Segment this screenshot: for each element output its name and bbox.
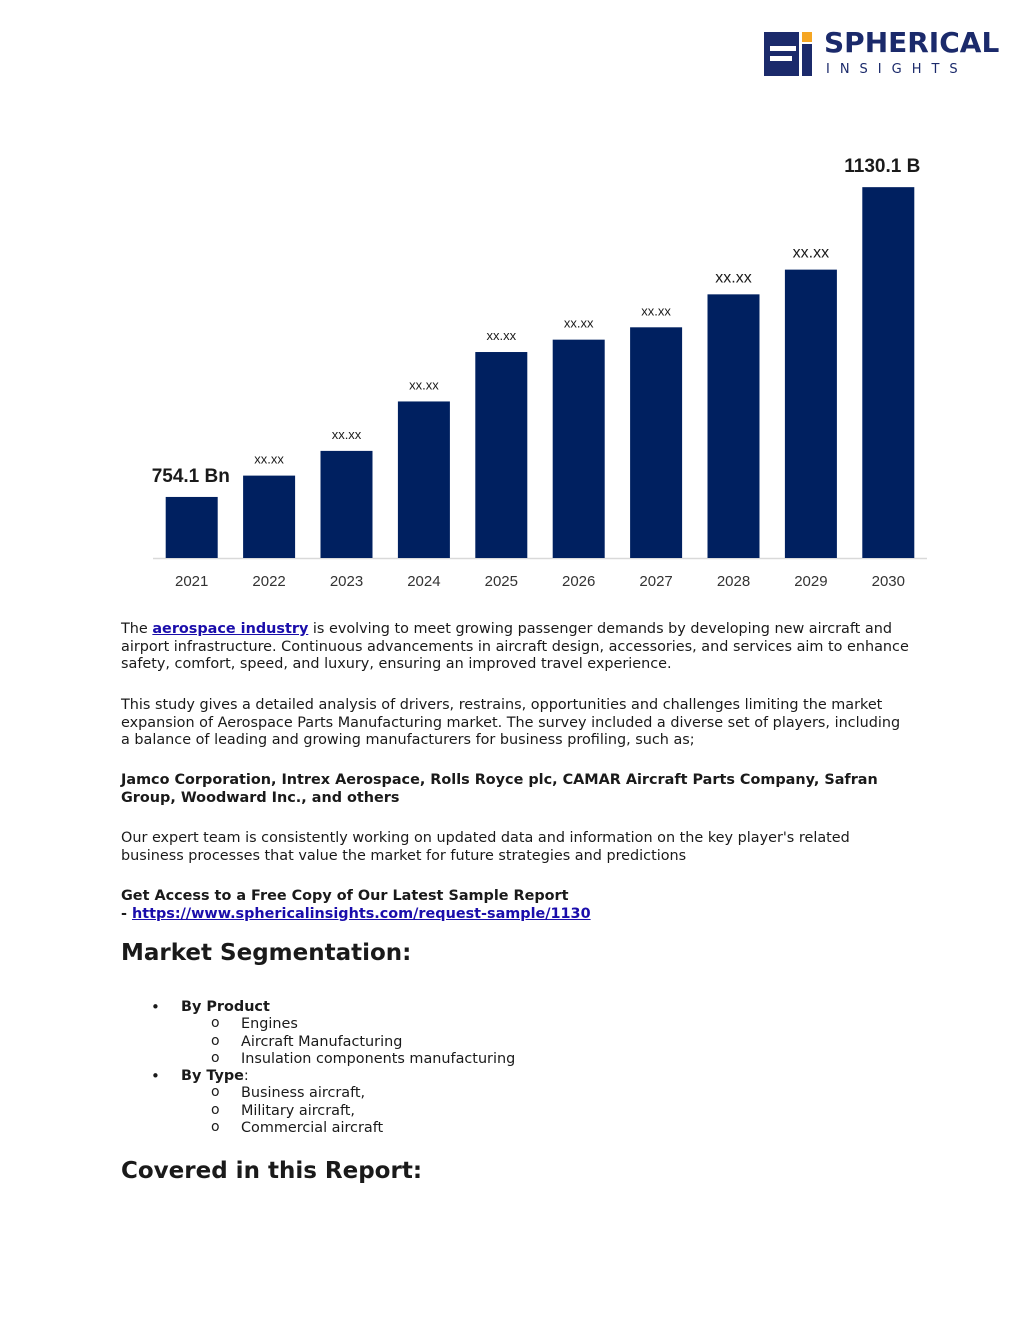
segment-subitem-label: Engines [241,1016,298,1033]
spherical-insights-logo [764,26,1000,80]
bar-data-label: 1130.1 B [844,156,921,178]
segment-item [121,999,821,1016]
bar-data-label: xx.xx [409,377,439,393]
x-tick-label: 2023 [329,573,364,590]
x-tick-label: 2021 [175,573,209,590]
segment-subitem [121,1120,821,1137]
segment-label: By Type: [181,1068,249,1085]
segment-subitem [121,1034,821,1051]
sub-bullet-icon: o [211,1049,220,1066]
bar-data-label: xx.xx [254,451,284,467]
segment-subitem-label: Commercial aircraft [241,1120,384,1137]
sub-bullet-icon: o [211,1084,220,1101]
intro-suffix: is evolving to meet growing passenger demands by developing new aircraft and airport infrastructure. Continuous advancements in aircraft design, accessories, and services aim to enhance safety, comfort, speed, and luxury, ensuring an improved travel experience. [121,621,909,672]
expert-team-paragraph: Our expert team is consistently working on updated data and information on the key player's related business processes that value the market for future strategies and predictions [121,830,850,864]
intro-prefix: The [121,621,153,637]
x-tick-label: 2030 [871,573,905,590]
sub-bullet-icon: o [211,1015,220,1032]
bar-data-label: xx.xx [563,315,594,331]
segment-label: By Product [181,999,270,1015]
sub-bullet-icon: o [211,1101,220,1118]
segment-subitem-label: Aircraft Manufacturing [241,1033,403,1050]
logo-word-insights: INSIGHTS [826,62,968,77]
x-tick-label: 2022 [252,573,286,590]
bar-2023 [321,451,373,558]
bar-data-label: 754.1 Bn [151,465,230,487]
covered-in-report-heading: Covered in this Report: [121,1158,423,1184]
market-size-bar-chart [140,135,940,605]
segment-subitem-label: Insulation components manufacturing [241,1050,516,1067]
x-tick-label: 2024 [407,573,441,590]
sub-bullet-icon: o [211,1032,220,1049]
segmentation-list [121,999,821,1137]
bar-data-label: xx.xx [792,244,830,262]
sample-report-link[interactable]: https://www.sphericalinsights.com/request-sample/1130 [131,905,591,922]
bar-data-label: xx.xx [486,328,517,344]
bar-2026 [553,340,605,558]
logo-word-spherical: SPHERICAL [824,26,1000,59]
bullet-icon: • [151,1067,160,1086]
x-tick-label: 2025 [484,573,518,590]
bar-2025 [475,352,527,558]
bar-2027 [630,327,682,558]
x-tick-label: 2029 [794,573,828,590]
key-players-paragraph: Jamco Corporation, Intrex Aerospace, Rolls Royce plc, CAMAR Aircraft Parts Company, Safran Group, Woodward Inc., and others [121,772,878,806]
bar-data-label: xx.xx [715,269,752,287]
sub-bullet-icon: o [211,1119,220,1136]
intro-paragraph [121,621,911,674]
segment-subitem-label: Military aircraft, [241,1102,355,1119]
bar-2021 [166,497,218,558]
bar-2024 [398,401,450,558]
segment-subitem [121,1016,821,1033]
aerospace-industry-link[interactable]: aerospace industry [152,621,309,637]
sample-report-text: Get Access to a Free Copy of Our Latest Sample Report [121,888,569,904]
x-tick-label: 2027 [639,573,673,590]
sample-report-cta [121,888,591,923]
segment-subitem [121,1103,821,1120]
bar-2028 [708,294,760,558]
market-segmentation-heading: Market Segmentation: [121,940,412,966]
bar-chart-svg [140,135,940,605]
x-tick-label: 2028 [716,573,751,590]
bar-2022 [243,476,295,558]
bullet-icon: • [151,998,160,1016]
x-tick-label: 2026 [562,573,596,590]
bar-2029 [785,270,837,558]
segment-item [121,1068,821,1085]
bar-2030 [862,187,914,558]
logo-mark-icon [764,30,812,76]
study-paragraph: This study gives a detailed analysis of drivers, restrains, opportunities and challenges limiting the market expansion of Aerospace Parts Manufacturing market. The survey included a diverse set of players, including a balance of leading and growing manufacturers for business profiling, such as; [121,697,901,748]
segment-subitem [121,1051,821,1068]
sample-report-dash: - [121,905,132,922]
bar-data-label: xx.xx [331,426,362,442]
segment-subitem-label: Business aircraft, [241,1085,366,1102]
bar-data-label: xx.xx [641,303,671,319]
segment-subitem [121,1085,821,1102]
